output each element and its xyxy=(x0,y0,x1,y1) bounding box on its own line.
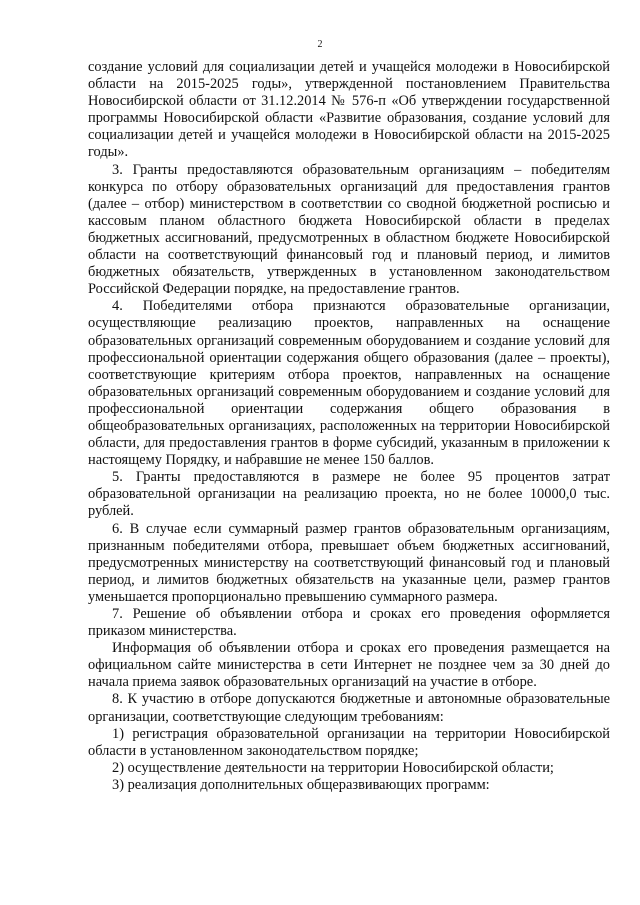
requirement-3: 3) реализация дополнительных общеразвивающих программ: xyxy=(112,776,490,793)
paragraph-item-5: 5. Гранты предоставляются в размере не более 95 процентов затрат образовательной организации на реализацию проекта, но не более 10000,0 тыс. рублей. xyxy=(88,469,610,520)
paragraph-item-7-info: Информация об объявлении отбора и сроках его проведения размещается на официальном сайте министерства в сети Интернет не позднее чем за 30 дней до начала приема заявок образовательных организаций на участие в отборе. xyxy=(88,640,610,691)
page-number: 2 xyxy=(317,39,323,50)
paragraph-item-8: 8. К участию в отборе допускаются бюджетные и автономные образовательные организации, соответствующие следующим требованиям: xyxy=(88,691,610,725)
paragraph-item-4: 4. Победителями отбора признаются образовательные организации, осуществляющие реализацию проектов, направленных на оснащение образовательных организаций современным оборудованием и создание условий для профессиональной ориентации содержания общего образования (далее – проекты), соответствующие критериям отбора проектов, направленных на оснащение образовательных организаций современным оборудованием и создание условий для профессиональной ориентации содержания общего образования в общеобразовательных организациях, расположенных на территории Новосибирской области, для предоставления грантов в форме субсидий, указанным в приложении к настоящему Порядку, и набравшие не менее 150 баллов. xyxy=(88,298,610,469)
requirement-2: 2) осуществление деятельности на территории Новосибирской области; xyxy=(112,759,554,776)
requirement-1: 1) регистрация образовательной организации на территории Новосибирской области в установленном законодательством порядке; xyxy=(88,725,610,759)
paragraph-item-7: 7. Решение об объявлении отбора и сроках его проведения оформляется приказом министерства. xyxy=(88,606,610,640)
document-body xyxy=(88,59,610,794)
paragraph-continuation: создание условий для социализации детей и учащейся молодежи в Новосибирской области на 2015-2025 годы», утвержденной постановлением Правительства Новосибирской области от 31.12.2014 № 576-п «Об утверждении государственной программы Новосибирской области «Развитие образования, создание условий для социализации детей и учащейся молодежи в Новосибирской области на 2015-2025 годы». xyxy=(88,59,610,161)
paragraph-item-3: 3. Гранты предоставляются образовательным организациям – победителям конкурса по отбору образовательных организаций для предоставления грантов (далее – отбор) министерством в соответствии со сводной бюджетной росписью и кассовым планом областного бюджета Новосибирской области в пределах бюджетных ассигнований, предусмотренных в областном бюджете Новосибирской области на соответствующий финансовый год и плановый период, и лимитов бюджетных обязательств, утвержденных в установленном законодательством Российской Федерации порядке, на предоставление грантов. xyxy=(88,161,610,298)
paragraph-item-6: 6. В случае если суммарный размер грантов образовательным организациям, признанным победителями отбора, превышает объем бюджетных ассигнований, предусмотренных министерству на соответствующий финансовый год и плановый период, и лимитов бюджетных обязательств на указанные цели, размер грантов уменьшается пропорционально превышению суммарного размера. xyxy=(88,520,610,605)
